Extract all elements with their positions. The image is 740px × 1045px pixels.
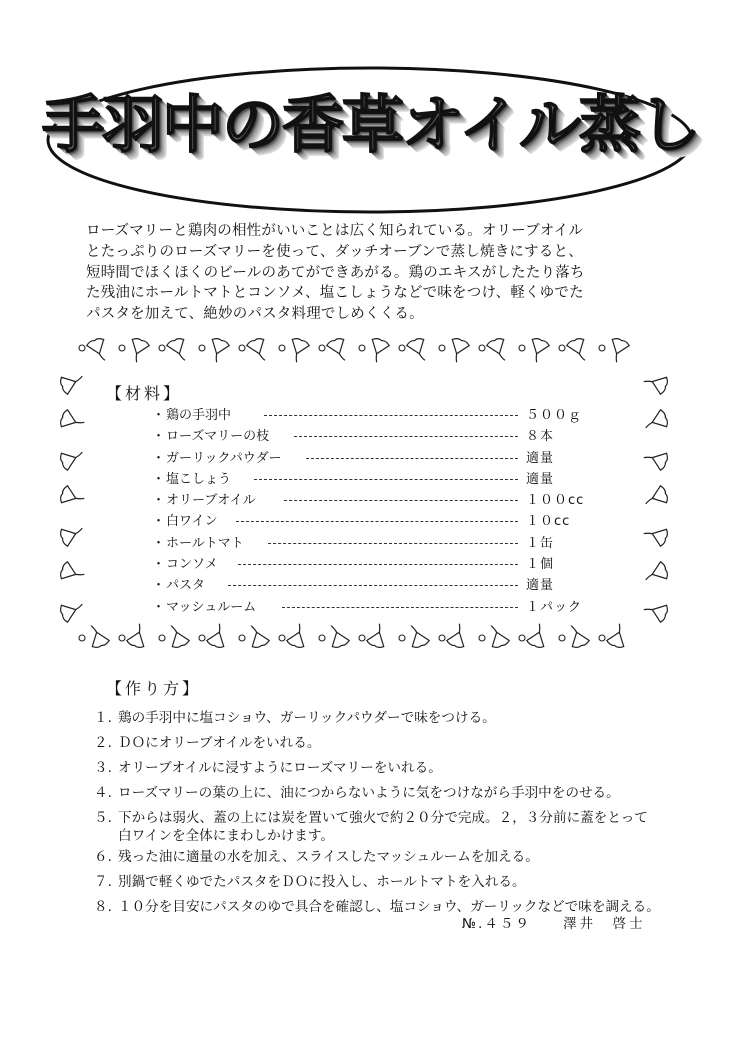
circle-ornament-icon — [399, 635, 405, 641]
step-number: ２. — [94, 735, 112, 751]
bullet: ・ — [152, 408, 166, 423]
ingredient-quantity: １パック — [526, 599, 583, 615]
bullet: ・ — [152, 557, 166, 573]
ginkgo-leaf-icon — [605, 337, 630, 364]
ingredient-row — [152, 448, 582, 469]
leader-line — [294, 436, 518, 437]
circle-ornament-icon — [359, 345, 365, 351]
ingredient-quantity: 適量 — [526, 471, 555, 487]
ginkgo-leaf-icon — [366, 622, 391, 649]
circle-ornament-icon — [319, 345, 325, 351]
ginkgo-leaf-icon — [566, 337, 591, 364]
circle-ornament-icon — [479, 345, 485, 351]
leader-line — [264, 415, 518, 416]
leader-line — [268, 543, 518, 544]
ginkgo-leaf-icon — [246, 337, 271, 364]
ingredient-quantity: １００cc — [526, 493, 585, 509]
circle-ornament-icon — [119, 345, 125, 351]
step-number: ４. — [94, 785, 112, 801]
ingredient-row — [152, 426, 582, 447]
ginkgo-leaf-icon — [59, 446, 86, 471]
ginkgo-leaf-icon — [59, 409, 86, 434]
method-step — [94, 733, 714, 753]
leader-line — [306, 458, 518, 459]
ginkgo-leaf-icon — [642, 561, 669, 586]
ginkgo-leaf-icon — [606, 622, 631, 649]
step-number: １. — [94, 710, 112, 726]
circle-ornament-icon — [519, 635, 525, 641]
bullet: ・ — [152, 493, 166, 509]
ingredient-name: 白ワイン — [166, 514, 218, 530]
leader-line — [236, 521, 518, 522]
ginkgo-leaf-icon — [485, 622, 510, 649]
ginkgo-leaf-icon — [206, 622, 231, 649]
leader-line — [228, 585, 518, 586]
step-text: ＤＯにオリーブオイルをいれる。 — [118, 735, 321, 751]
bullet: ・ — [152, 429, 166, 445]
ginkgo-leaf-icon — [642, 409, 669, 434]
step-text: オリーブオイルに浸すようにローズマリーをいれる。 — [118, 760, 442, 776]
intro-line: とたっぷりのローズマリーを使って、ダッチオーブンで蒸し焼きにすると、 — [86, 243, 583, 260]
circle-ornament-icon — [559, 345, 565, 351]
ginkgo-leaf-icon — [642, 370, 669, 395]
method-step — [94, 808, 714, 846]
ginkgo-leaf-icon — [59, 370, 86, 395]
ginkgo-leaf-icon — [59, 598, 86, 623]
circle-ornament-icon — [279, 635, 285, 641]
ginkgo-leaf-icon — [245, 622, 270, 649]
ginkgo-leaf-icon — [365, 337, 390, 364]
ginkgo-leaf-icon — [526, 622, 551, 649]
ginkgo-leaf-icon — [486, 337, 511, 364]
ginkgo-leaf-icon — [406, 337, 431, 364]
ginkgo-leaf-icon — [59, 522, 86, 547]
title-banner — [42, 58, 698, 218]
ingredient-quantity: １缶 — [526, 535, 555, 551]
author-name: 澤井 啓士 — [563, 916, 646, 932]
ingredient-row — [152, 469, 582, 490]
recipe-title: 手羽中の香草オイル蒸し — [42, 88, 699, 161]
method-step — [94, 847, 714, 867]
method-step — [94, 708, 714, 728]
ginkgo-leaf-icon — [445, 337, 470, 364]
circle-ornament-icon — [199, 635, 205, 641]
circle-ornament-icon — [239, 635, 245, 641]
footer — [462, 912, 646, 932]
circle-ornament-icon — [439, 635, 445, 641]
intro-paragraph — [86, 221, 676, 325]
ginkgo-leaf-icon — [326, 337, 351, 364]
method-step — [94, 783, 714, 803]
ginkgo-leaf-icon — [125, 337, 150, 364]
ginkgo-leaf-icon — [285, 337, 310, 364]
circle-ornament-icon — [119, 635, 125, 641]
ingredient-name: コンソメ — [166, 557, 218, 573]
circle-ornament-icon — [319, 635, 325, 641]
step-text: 別鍋で軽くゆでたパスタをＤＯに投入し、ホールトマトを入れる。 — [118, 874, 526, 890]
ingredient-name: ガーリックパウダー — [166, 450, 282, 466]
ingredient-name: 鶏の手羽中 — [166, 408, 232, 423]
circle-ornament-icon — [519, 345, 525, 351]
ingredient-quantity: １個 — [526, 557, 555, 573]
circle-ornament-icon — [199, 345, 205, 351]
ingredients-list — [152, 405, 585, 618]
ingredient-quantity: 適量 — [526, 450, 555, 466]
circle-ornament-icon — [239, 345, 245, 351]
ingredient-row — [152, 597, 582, 618]
bullet: ・ — [152, 471, 166, 487]
ginkgo-leaf-icon — [642, 446, 669, 471]
ginkgo-leaf-icon — [59, 485, 86, 510]
step-number: ８. — [94, 899, 112, 915]
ginkgo-leaf-icon — [325, 622, 350, 649]
ginkgo-leaf-icon — [85, 622, 110, 649]
step-text: １０分を目安にパスタのゆで具合を確認し、塩コショウ、ガーリックなどで味を調える。 — [118, 899, 660, 915]
ginkgo-leaf-icon — [126, 622, 151, 649]
step-number: ３. — [94, 760, 112, 776]
ingredient-name: マッシュルーム — [166, 599, 257, 615]
ingredient-quantity: 適量 — [526, 578, 555, 594]
ingredients-heading: 【材料】 — [106, 384, 183, 403]
circle-ornament-icon — [79, 635, 85, 641]
intro-line: 短時間でほくほくのビールのあてができあがる。鶏のエキスがしたたり落ち — [86, 264, 585, 281]
circle-ornament-icon — [599, 345, 605, 351]
leader-line — [284, 500, 518, 501]
circle-ornament-icon — [559, 635, 565, 641]
intro-line: た残油にホールトマトとコンソメ、塩こしょうなどで味をつけ、軽くゆでた — [86, 285, 584, 302]
circle-ornament-icon — [159, 635, 165, 641]
step-text: 下からは弱火、蓋の上には炭を置いて強火で約２０分で完成。２，３分前に蓋をとって — [118, 810, 648, 826]
ginkgo-leaf-icon — [286, 622, 311, 649]
bullet: ・ — [152, 514, 166, 530]
step-text: 鶏の手羽中に塩コショウ、ガーリックパウダーで味をつける。 — [118, 710, 496, 726]
step-number: ７. — [94, 874, 112, 890]
step-number: ５. — [94, 810, 112, 826]
ginkgo-leaf-icon — [642, 485, 669, 510]
ginkgo-leaf-icon — [166, 337, 191, 364]
ginkgo-leaf-icon — [205, 337, 230, 364]
ginkgo-leaf-icon — [525, 337, 550, 364]
intro-line: パスタを加えて、絶妙のパスタ料理でしめくくる。 — [86, 306, 424, 323]
ingredient-name: パスタ — [166, 578, 206, 594]
bullet: ・ — [152, 578, 166, 594]
leader-line — [282, 607, 518, 608]
ginkgo-leaf-icon — [565, 622, 590, 649]
bullet: ・ — [152, 450, 166, 466]
ingredient-quantity: ５００ｇ — [526, 408, 583, 423]
method-heading: 【作り方】 — [106, 679, 202, 698]
ingredient-name: 塩こしょう — [166, 471, 232, 487]
method-steps — [94, 708, 714, 917]
ingredient-name: オリーブオイル — [166, 493, 256, 509]
ingredient-row — [152, 575, 582, 596]
ginkgo-leaf-icon — [405, 622, 430, 649]
intro-line: ローズマリーと鶏肉の相性がいいことは広く知られている。オリーブオイル — [86, 223, 584, 239]
ingredient-quantity: ８本 — [526, 429, 555, 445]
ingredient-row — [152, 554, 582, 575]
ginkgo-leaf-icon — [642, 598, 669, 623]
recipe-number: №.４５９ — [462, 916, 531, 932]
leader-line — [254, 479, 518, 480]
ingredient-row — [152, 405, 582, 426]
step-text: 残った油に適量の水を加え、スライスしたマッシュルームを加える。 — [118, 849, 539, 865]
ingredient-row — [152, 511, 582, 532]
circle-ornament-icon — [599, 635, 605, 641]
ingredient-row — [152, 533, 582, 554]
bullet: ・ — [152, 599, 166, 615]
ginkgo-leaf-icon — [165, 622, 190, 649]
ingredient-quantity: １０cc — [526, 514, 571, 530]
step-text-continued: 白ワインを全体にまわしかけます。 — [118, 828, 335, 844]
step-text: ローズマリーの葉の上に、油につからないように気をつけながら手羽中をのせる。 — [118, 785, 620, 801]
circle-ornament-icon — [359, 635, 365, 641]
bullet: ・ — [152, 535, 166, 551]
circle-ornament-icon — [479, 635, 485, 641]
circle-ornament-icon — [439, 345, 445, 351]
step-number: ６. — [94, 849, 112, 865]
ingredient-name: ホールトマト — [166, 535, 244, 551]
ginkgo-leaf-icon — [86, 337, 111, 364]
circle-ornament-icon — [399, 345, 405, 351]
ginkgo-leaf-icon — [59, 561, 86, 586]
ginkgo-leaf-icon — [642, 522, 669, 547]
ginkgo-leaf-icon — [446, 622, 471, 649]
method-step — [94, 872, 714, 892]
ingredient-name: ローズマリーの枝 — [166, 429, 270, 445]
ingredient-row — [152, 490, 585, 511]
circle-ornament-icon — [159, 345, 165, 351]
circle-ornament-icon — [279, 345, 285, 351]
circle-ornament-icon — [79, 345, 85, 351]
method-step — [94, 758, 714, 778]
leader-line — [238, 564, 518, 565]
